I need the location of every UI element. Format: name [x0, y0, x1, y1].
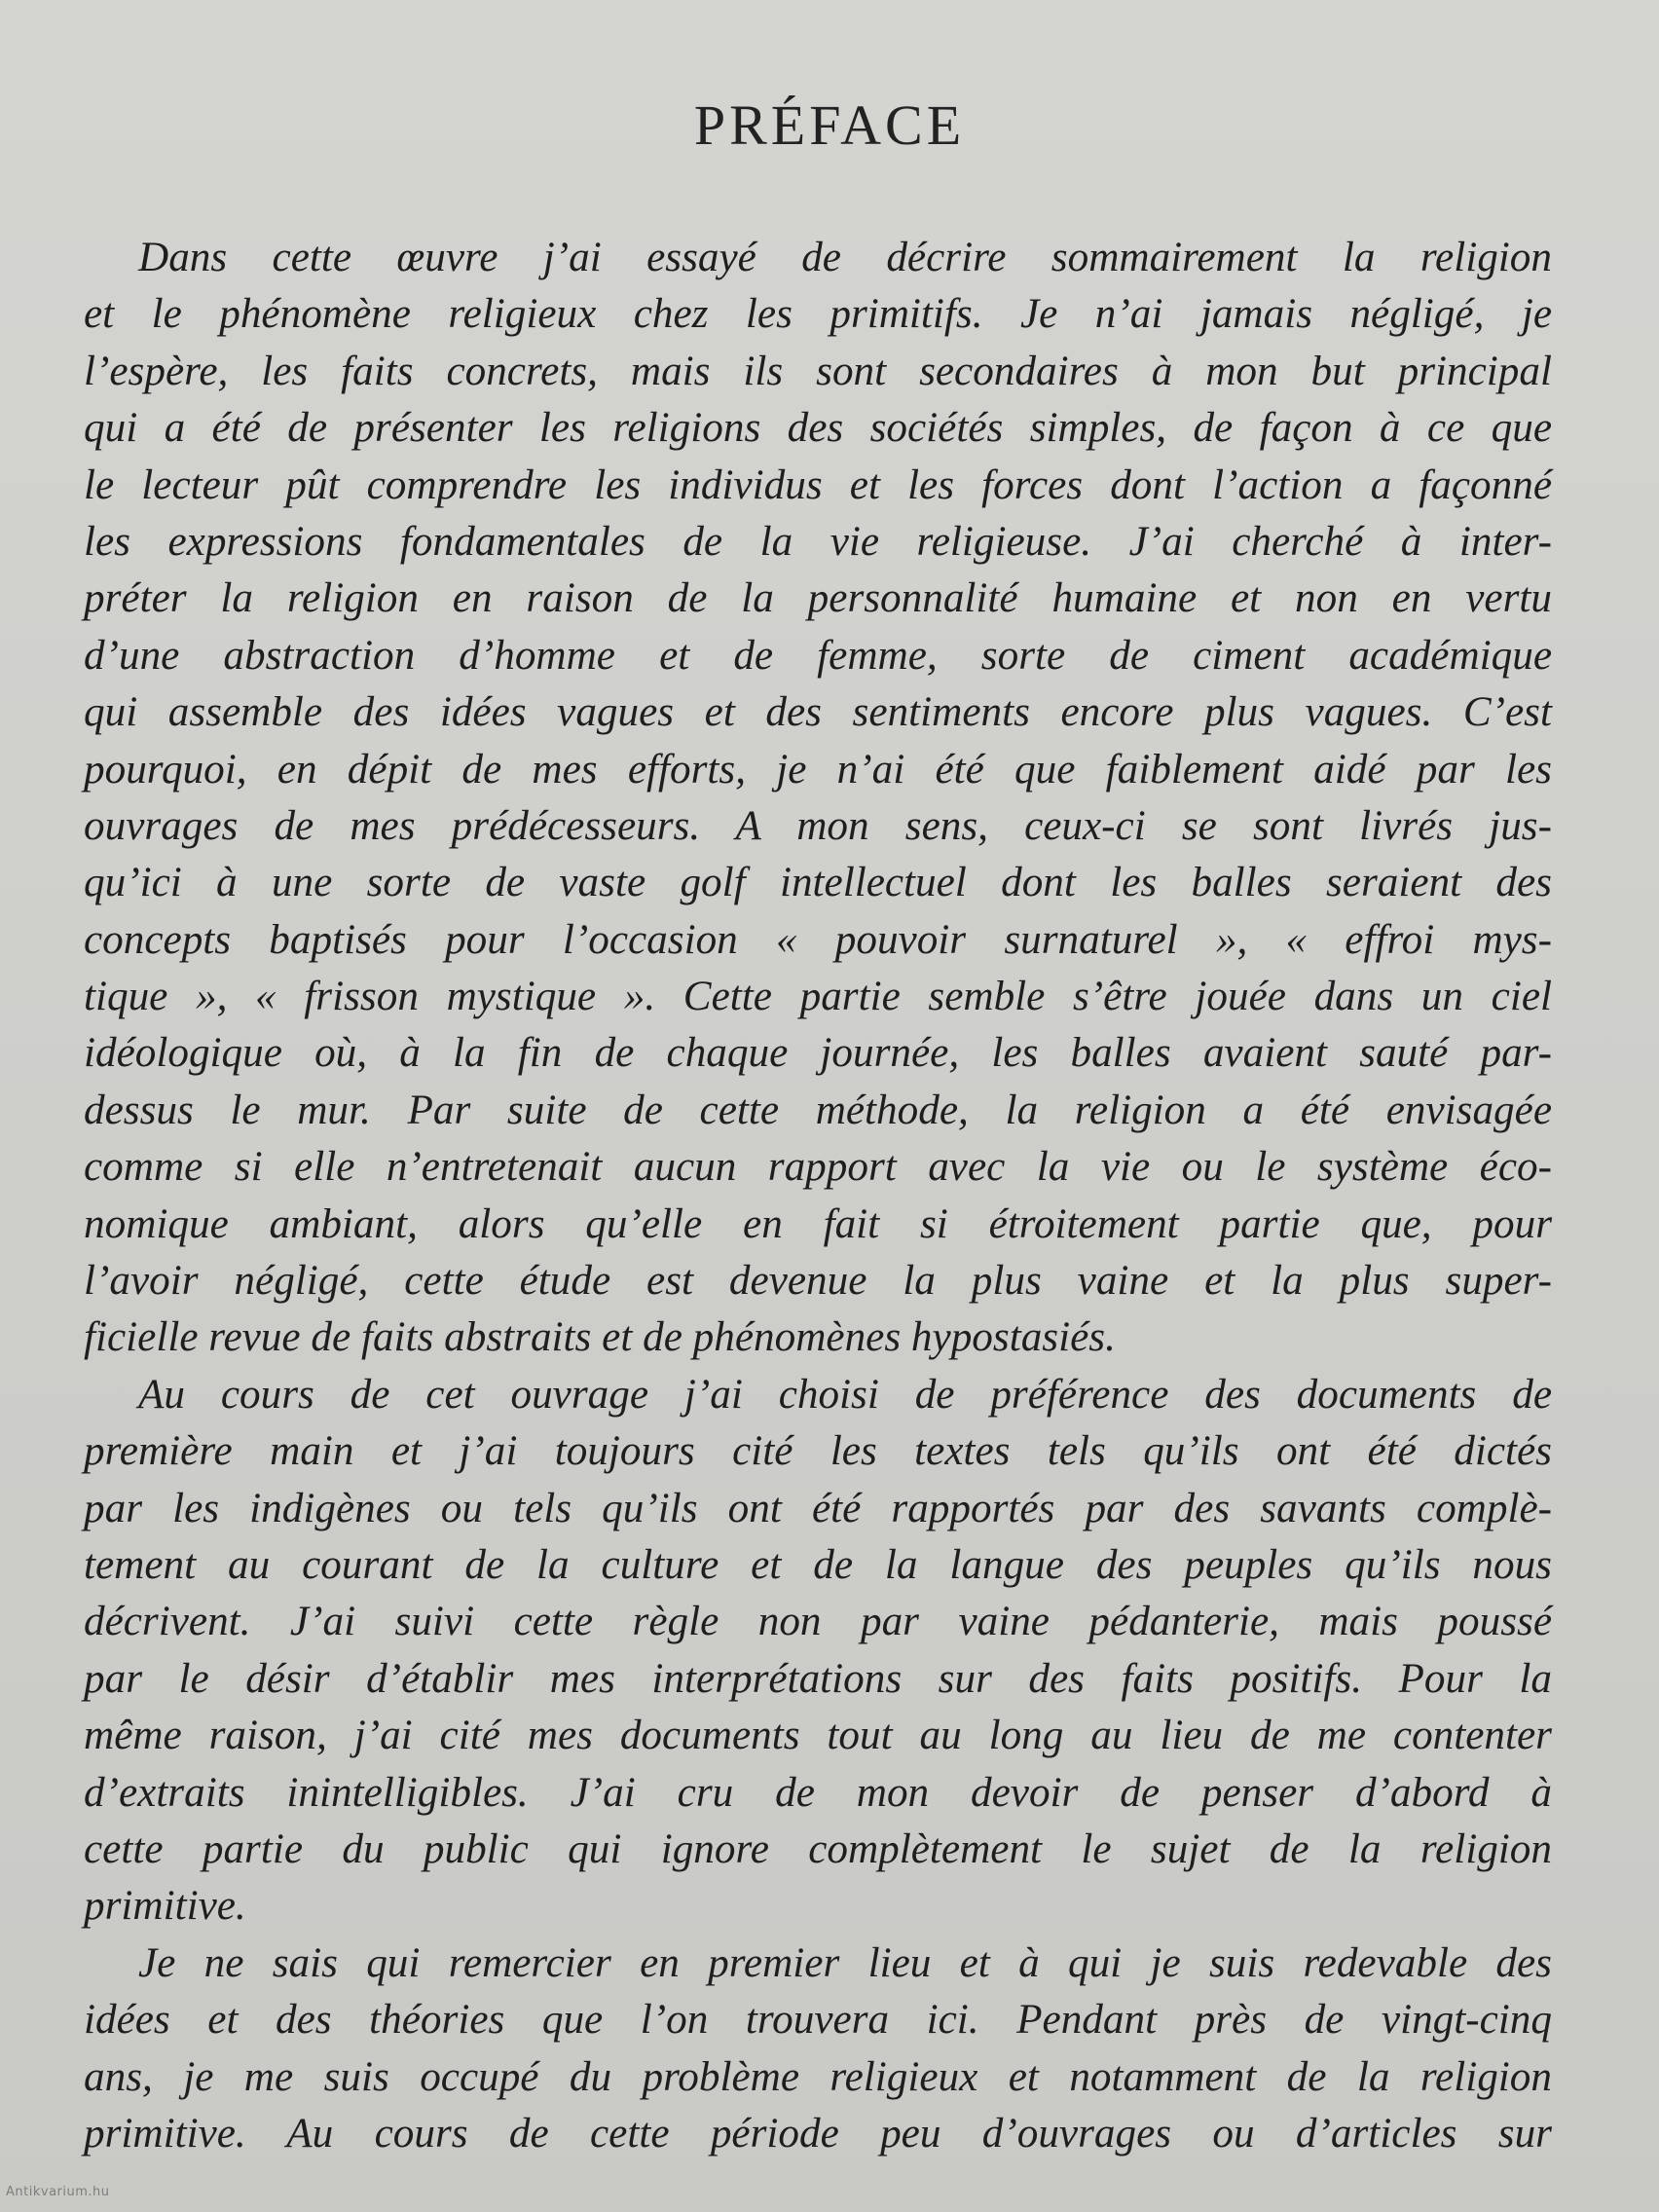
- text-line: qui assemble des idées vagues et des sentiments encore plus vagues. C’est: [84, 689, 1552, 736]
- text-line: première main et j’ai toujours cité les textes tels qu’ils ont été dictés: [84, 1428, 1552, 1475]
- text-line: l’avoir négligé, cette étude est devenue la plus vaine et la plus super-: [84, 1258, 1552, 1305]
- text-line: dessus le mur. Par suite de cette méthode, la religion a été envisagée: [84, 1087, 1552, 1133]
- page-title: PRÉFACE: [693, 92, 966, 157]
- text-line: concepts baptisés pour l’occasion « pouvoir surnaturel », « effroi mys-: [84, 916, 1552, 963]
- text-line: Je ne sais qui remercier en premier lieu et à qui je suis redevable des: [138, 1939, 1552, 1986]
- text-line: pourquoi, en dépit de mes efforts, je n’ai été que faiblement aidé par les: [84, 746, 1552, 793]
- text-line: comme si elle n’entretenait aucun rapport avec la vie ou le système éco-: [84, 1144, 1552, 1191]
- text-line: les expressions fondamentales de la vie religieuse. J’ai cherché à inter-: [84, 518, 1552, 565]
- text-line: ans, je me suis occupé du problème religieux et notamment de la religion: [84, 2053, 1552, 2100]
- text-line: ouvrages de mes prédécesseurs. A mon sens, ceux-ci se sont livrés jus-: [84, 802, 1552, 849]
- text-line: tique », « frisson mystique ». Cette partie semble s’être jouée dans un ciel: [84, 974, 1552, 1020]
- watermark: Antikvarium.hu: [6, 2185, 110, 2199]
- text-line: nomique ambiant, alors qu’elle en fait si étroitement partie que, pour: [84, 1200, 1552, 1247]
- text-line: tement au courant de la culture et de la langue des peuples qu’ils nous: [84, 1541, 1552, 1588]
- text-line: qu’ici à une sorte de vaste golf intellectuel dont les balles seraient des: [84, 860, 1552, 906]
- text-line: ficielle revue de faits abstraits et de phénomènes hypostasiés.: [84, 1314, 1116, 1361]
- text-line: d’une abstraction d’homme et de femme, sorte de ciment académique: [84, 632, 1552, 679]
- preface-text: [84, 230, 1552, 2162]
- text-line: décrivent. J’ai suivi cette règle non par vaine pédanterie, mais poussé: [84, 1599, 1552, 1645]
- text-line: et le phénomène religieux chez les primitifs. Je n’ai jamais négligé, je: [84, 291, 1552, 338]
- text-line: préter la religion en raison de la personnalité humaine et non en vertu: [84, 575, 1552, 622]
- text-line: même raison, j’ai cité mes documents tout au long au lieu de me contenter: [84, 1713, 1552, 1759]
- text-line: d’extraits inintelligibles. J’ai cru de mon devoir de penser d’abord à: [84, 1769, 1552, 1816]
- text-line: cette partie du public qui ignore complètement le sujet de la religion: [84, 1825, 1552, 1872]
- text-line: primitive. Au cours de cette période peu d’ouvrages ou d’articles sur: [84, 2110, 1552, 2157]
- text-line: par les indigènes ou tels qu’ils ont été rapportés par des savants complè-: [84, 1485, 1552, 1531]
- text-line: le lecteur pût comprendre les individus et les forces dont l’action a façonné: [84, 461, 1552, 508]
- text-line: primitive.: [84, 1883, 246, 1930]
- text-line: l’espère, les faits concrets, mais ils sont secondaires à mon but principal: [84, 348, 1552, 394]
- text-line: qui a été de présenter les religions des sociétés simples, de façon à ce que: [84, 405, 1552, 452]
- text-line: idéologique où, à la fin de chaque journée, les balles avaient sauté par-: [84, 1030, 1552, 1077]
- text-line: Dans cette œuvre j’ai essayé de décrire sommairement la religion: [138, 235, 1552, 280]
- text-line: Au cours de cet ouvrage j’ai choisi de préférence des documents de: [138, 1371, 1552, 1418]
- text-line: idées et des théories que l’on trouvera ici. Pendant près de vingt-cinq: [84, 1997, 1552, 2044]
- text-line: par le désir d’établir mes interprétations sur des faits positifs. Pour la: [84, 1655, 1552, 1702]
